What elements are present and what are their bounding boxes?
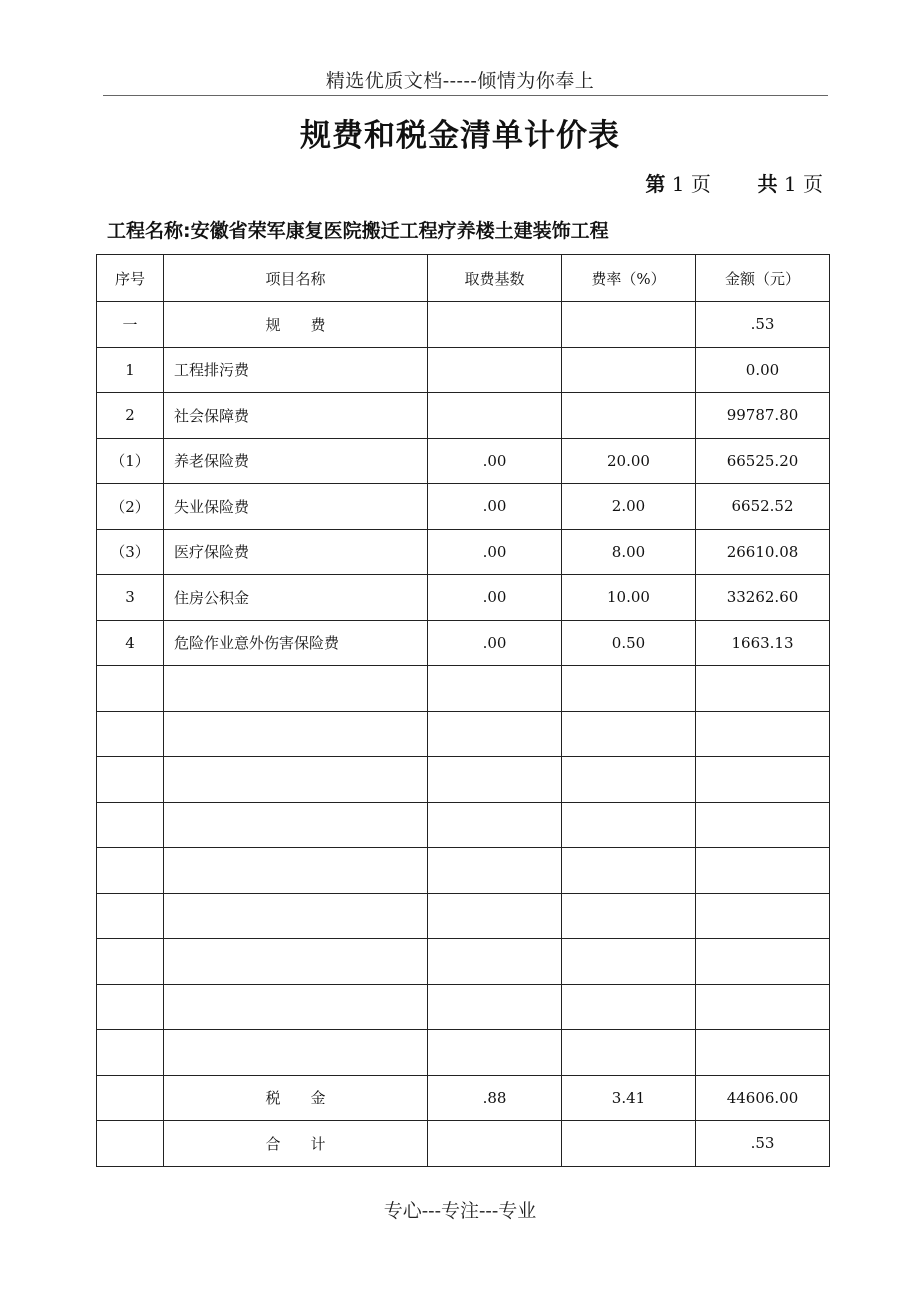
cell-rate [562, 393, 696, 439]
total-row [97, 1121, 830, 1167]
cell-base: .00 [428, 575, 562, 621]
page-header: 精选优质文档-----倾情为你奉上 [325, 70, 595, 92]
current-page-unit: 页 [690, 172, 711, 196]
cell-rate [562, 302, 696, 348]
cell-no: （3） [97, 529, 164, 575]
page-info [645, 168, 823, 197]
cell-no: 1 [97, 347, 164, 393]
current-page-label: 第 [645, 172, 666, 196]
project-name: 工程名称:安徽省荣军康复医院搬迁工程疗养楼土建装饰工程 [107, 220, 609, 242]
cell-base: .00 [428, 620, 562, 666]
empty-row [97, 984, 830, 1030]
empty-row [97, 893, 830, 939]
cell-name: 社会保障费 [164, 393, 428, 439]
table-row [97, 347, 830, 393]
cell-name: 住房公积金 [164, 575, 428, 621]
cell-base: .00 [428, 529, 562, 575]
cell-base [428, 347, 562, 393]
table-row [97, 575, 830, 621]
cell-no: 4 [97, 620, 164, 666]
cell-base [428, 1121, 562, 1167]
empty-row [97, 711, 830, 757]
empty-row [97, 848, 830, 894]
cell-amount: 0.00 [696, 347, 830, 393]
cell-amount: 33262.60 [696, 575, 830, 621]
empty-row [97, 939, 830, 985]
cell-rate: 8.00 [562, 529, 696, 575]
cell-base: .88 [428, 1075, 562, 1121]
cell-name: 税 金 [164, 1075, 428, 1121]
cell-base [428, 393, 562, 439]
header-base: 取费基数 [428, 255, 562, 302]
total-pages-unit: 页 [803, 172, 823, 196]
table-row [97, 393, 830, 439]
cell-amount: 99787.80 [696, 393, 830, 439]
cell-amount: .53 [696, 1121, 830, 1167]
table-row [97, 529, 830, 575]
header-no: 序号 [97, 255, 164, 302]
page-footer: 专心---专注---专业 [383, 1200, 537, 1222]
cell-amount: .53 [696, 302, 830, 348]
cell-rate: 10.00 [562, 575, 696, 621]
cell-no: （1） [97, 438, 164, 484]
cell-no: 一 [97, 302, 164, 348]
cell-name: 失业保险费 [164, 484, 428, 530]
cell-rate: 2.00 [562, 484, 696, 530]
cell-name: 规 费 [164, 302, 428, 348]
cell-name: 工程排污费 [164, 347, 428, 393]
table-row [97, 438, 830, 484]
header-item-name: 项目名称 [164, 255, 428, 302]
document-title: 规费和税金清单计价表 [300, 118, 620, 154]
cell-rate: 20.00 [562, 438, 696, 484]
current-page-number: 1 [671, 172, 685, 196]
header-divider [103, 95, 828, 96]
fee-tax-table [96, 254, 830, 1167]
cell-amount: 6652.52 [696, 484, 830, 530]
cell-no [97, 1075, 164, 1121]
cell-base [428, 302, 562, 348]
table-row [97, 484, 830, 530]
cell-rate: 3.41 [562, 1075, 696, 1121]
cell-amount: 44606.00 [696, 1075, 830, 1121]
cell-name: 医疗保险费 [164, 529, 428, 575]
empty-row [97, 666, 830, 712]
tax-row [97, 1075, 830, 1121]
table-row [97, 620, 830, 666]
cell-no: 3 [97, 575, 164, 621]
header-amount: 金额（元） [696, 255, 830, 302]
cell-base: .00 [428, 438, 562, 484]
empty-row [97, 757, 830, 803]
cell-rate: 0.50 [562, 620, 696, 666]
empty-row [97, 1030, 830, 1076]
cell-rate [562, 1121, 696, 1167]
cell-amount: 1663.13 [696, 620, 830, 666]
table-row [97, 302, 830, 348]
cell-name: 养老保险费 [164, 438, 428, 484]
table-header-row [97, 255, 830, 302]
header-rate: 费率（%） [562, 255, 696, 302]
empty-row [97, 802, 830, 848]
cell-no: 2 [97, 393, 164, 439]
cell-no [97, 1121, 164, 1167]
cell-rate [562, 347, 696, 393]
cell-base: .00 [428, 484, 562, 530]
total-pages-label: 共 [757, 172, 778, 196]
cell-name: 合 计 [164, 1121, 428, 1167]
cell-name: 危险作业意外伤害保险费 [164, 620, 428, 666]
cell-amount: 26610.08 [696, 529, 830, 575]
cell-amount: 66525.20 [696, 438, 830, 484]
total-pages-number: 1 [783, 172, 797, 196]
cell-no: （2） [97, 484, 164, 530]
